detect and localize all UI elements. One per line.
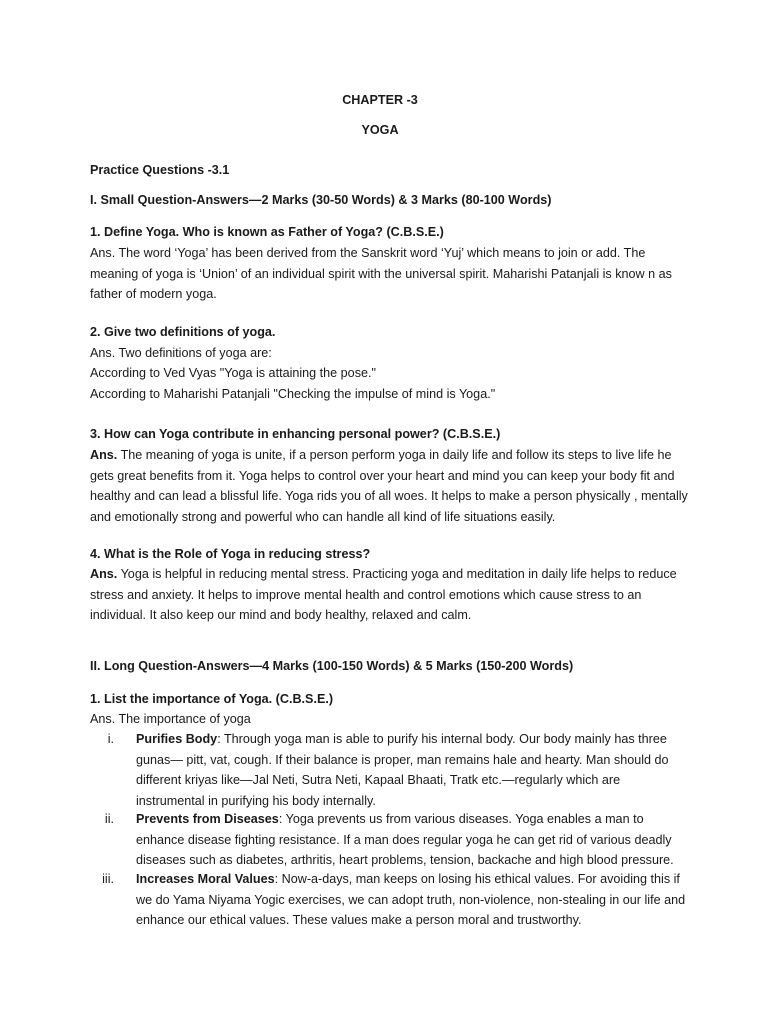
practice-heading: Practice Questions -3.1 (90, 163, 230, 177)
chapter-title: YOGA (361, 123, 399, 137)
list-item-text (136, 809, 688, 871)
list-item-number: ii. (104, 812, 114, 826)
list-item-number: i. (107, 732, 114, 746)
list-item-text (136, 869, 688, 931)
q4-answer-text: Yoga is helpful in reducing mental stress. Practicing yoga and meditation in daily life helps to reduce stress and anxiety. It helps to improve mental health and control emotions which cause stress to an individual. It also keep our mind and body healthy, relaxed and calm. (90, 567, 677, 622)
list-item-term: Prevents from Diseases (136, 812, 279, 826)
q2-answer-line-3: According to Maharishi Patanjali "Checking the impulse of mind is Yoga." (90, 387, 496, 401)
lq1-question: 1. List the importance of Yoga. (C.B.S.E.) (90, 692, 334, 706)
q4-question: 4. What is the Role of Yoga in reducing stress? (90, 547, 371, 561)
lq1-intro: Ans. The importance of yoga (90, 712, 251, 726)
list-item-term: Purifies Body (136, 732, 218, 746)
list-item-term: Increases Moral Values (136, 872, 275, 886)
q4-answer (90, 564, 690, 626)
list-item-desc: : Now-a-days, man keeps on losing his ethical values. For avoiding this if we do Yama Niyama Yogic exercises, we can adopt truth, non-violence, non-stealing in our life and enhance our ethical values. These values make a person moral and trustworthy. (136, 872, 686, 927)
section-2-heading: II. Long Question-Answers—4 Marks (100-150 Words) & 5 Marks (150-200 Words) (90, 659, 574, 673)
section-1-heading: I. Small Question-Answers—2 Marks (30-50 Words) & 3 Marks (80-100 Words) (90, 193, 552, 207)
chapter-heading: CHAPTER -3 (342, 93, 418, 107)
q1-question: 1. Define Yoga. Who is known as Father of Yoga? (C.B.S.E.) (90, 225, 444, 239)
q3-answer-text: The meaning of yoga is unite, if a person perform yoga in daily life and follow its steps to live life he gets great benefits from it. Yoga helps to control over your heart and mind you can keep your body fit and healthy and can lead a blissful life. Yoga rids you of all woes. It helps to make a person physically , mentally and emotionally strong and powerful who can handle all kind of life situations easily. (90, 448, 688, 524)
q1-answer: Ans. The word ‘Yoga’ has been derived from the Sanskrit word ‘Yuj’ which means to join or add. The meaning of yoga is ‘Union’ of an individual spirit with the universal spirit. Maharishi Patanjali is know n as father of modern yoga. (90, 246, 672, 301)
q3-answer (90, 445, 690, 527)
list-item-desc: : Through yoga man is able to purify his internal body. Our body mainly has three gunas— pitt, vat, cough. If their balance is proper, man remains hale and hearty. Man should do different kriyas like—Jal Neti, Sutra Neti, Kapaal Bhaati, Tratk etc.—regularly which are instrumental in purifying his body internally. (136, 732, 669, 808)
list-item-text (136, 729, 688, 811)
q2-answer-line-1: Ans. Two definitions of yoga are: (90, 346, 272, 360)
list-item-desc: : Yoga prevents us from various diseases. Yoga enables a man to enhance disease fighting resistance. If a man does regular yoga he can get rid of various deadly diseases such as diabetes, arthritis, heart problems, tension, backache and high blood pressure. (136, 812, 674, 867)
list-item-number: iii. (102, 872, 114, 886)
q2-answer-line-2: According to Ved Vyas "Yoga is attaining the pose." (90, 366, 376, 380)
q3-question: 3. How can Yoga contribute in enhancing personal power? (C.B.S.E.) (90, 427, 501, 441)
q2-question: 2. Give two definitions of yoga. (90, 325, 276, 339)
q3-ans-label: Ans. (90, 448, 118, 462)
q4-ans-label: Ans. (90, 567, 118, 581)
